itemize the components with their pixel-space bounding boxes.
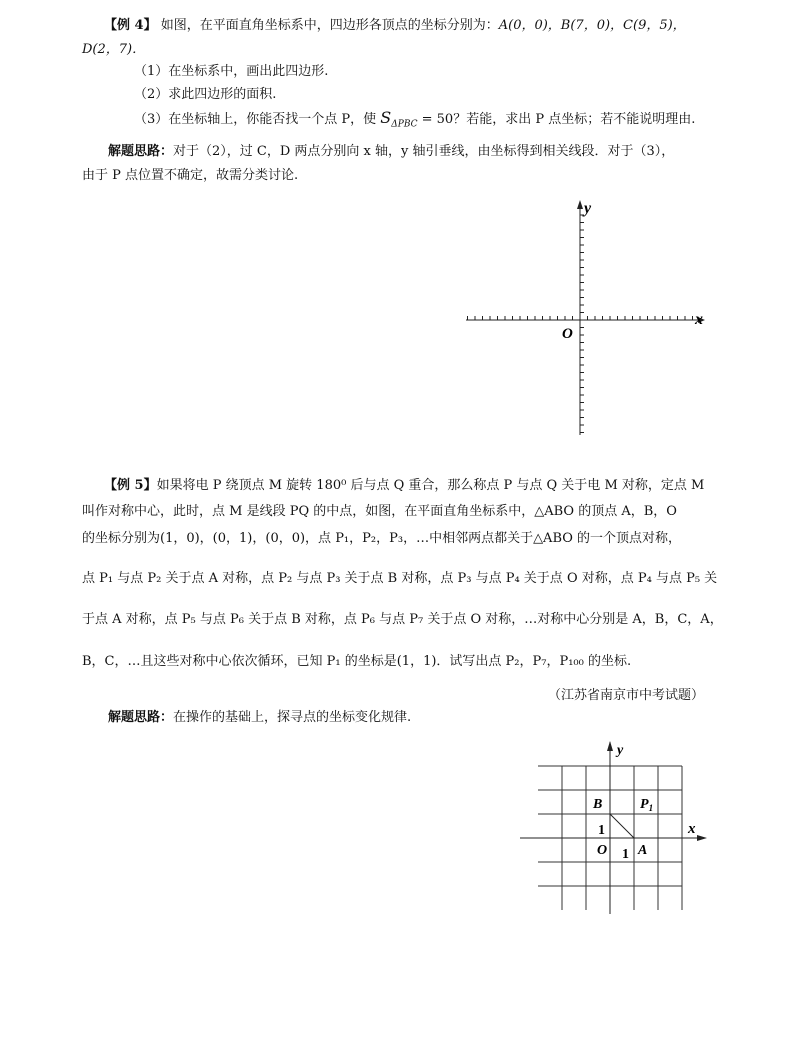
example4-tag: 【例 4】 (104, 18, 157, 33)
example4-hint-label: 解题思路： (108, 144, 174, 159)
example4-q3-pre: （3）在坐标轴上，你能否找一个点 P，使 (134, 112, 377, 127)
example5-origin-label: O (597, 843, 608, 858)
example4-question3 (134, 108, 695, 130)
example5-hint (108, 706, 411, 725)
example4-hint-b: 由于 P 点位置不确定，故需分类讨论. (82, 168, 299, 183)
example5-y-label: y (617, 743, 624, 758)
example4-q3-sub: ΔPBC (391, 119, 418, 130)
example5-line5: 于点 A 对称，点 P₅ 与点 P₆ 关于点 B 对称，点 P₆ 与点 P₇ 关于点 O 对称，…对称中心分别是 A，B，C，A， (82, 612, 723, 627)
example5-line6: B，C，…且这些对称中心依次循环，已知 P₁ 的坐标是(1，1)．试写出点 P₂，P₇，P₁₀₀ 的坐标. (82, 654, 632, 669)
example5-b-label: B (593, 797, 603, 812)
example4-q3-s: S (380, 108, 392, 127)
example5-x-label: x (688, 821, 696, 837)
example5-line4: 点 P₁ 与点 P₂ 关于点 A 对称，点 P₂ 与点 P₃ 关于点 B 对称，点 P₃ 与点 P₄ 关于点 O 对称，点 P₄ 与点 P₅ 关 (82, 571, 718, 586)
example4-origin-label: O (562, 326, 573, 342)
example5-a-label: A (638, 843, 648, 858)
example4-question1: （1）在坐标系中，画出此四边形. (134, 64, 329, 79)
example5-hint-text: 在操作的基础上，探寻点的坐标变化规律. (173, 710, 412, 725)
example5-line1 (104, 474, 704, 493)
example5-line2: 叫作对称中心，此时，点 M 是线段 PQ 的中点，如图，在平面直角坐标系中，△ABO 的顶点 A，B，O (82, 504, 677, 519)
example4-y-label: y (584, 200, 592, 217)
example4-q3-post: = 50？若能，求出 P 点坐标；若不能说明理由. (421, 112, 696, 127)
example5-x-arrow (697, 835, 707, 841)
example4-hint-a: 对于（2），过 C，D 两点分别向 x 轴，y 轴引垂线，由坐标得到相关线段．对于（3）， (173, 144, 675, 159)
example5-p1-letter: P (640, 797, 649, 812)
example5-hint-label: 解题思路： (108, 710, 174, 725)
example5-tag: 【例 5】 (104, 478, 157, 493)
example4-question2: （2）求此四边形的面积. (134, 87, 277, 102)
example5-y-arrow (607, 741, 613, 751)
example4-x-label: x (695, 311, 703, 328)
example5-p1-label (640, 797, 653, 813)
example4-coords-a: A(0，0)，B(7，0)，C(9，5)， (498, 18, 686, 33)
example4-line1 (104, 14, 686, 33)
example4-hint-line1 (108, 140, 674, 159)
example5-unit-x-label: 1 (622, 847, 629, 862)
example5-grid-figure (510, 738, 725, 918)
example4-intro: 如图，在平面直角坐标系中，四边形各顶点的坐标分别为： (160, 18, 499, 33)
example4-y-arrow (577, 200, 583, 209)
example5-unit-y-label: 1 (598, 823, 605, 838)
example4-axes-figure (460, 195, 710, 440)
example4-coords-b: D(2，7)． (82, 42, 146, 57)
example5-source: （江苏省南京市中考试题） (548, 688, 705, 703)
example5-text1: 如果将电 P 绕顶点 M 旋转 180⁰ 后与点 Q 重合，那么称点 P 与点 Q 关于电 M 对称，定点 M (156, 478, 705, 493)
example5-line3: 的坐标分别为(1，0)，(0，1)，(0，0)，点 P₁，P₂，P₃，…中相邻两点都关于△ABO 的一个顶点对称， (82, 531, 682, 546)
example5-segment-ab (610, 814, 634, 838)
example5-p1-sub: 1 (648, 803, 654, 813)
